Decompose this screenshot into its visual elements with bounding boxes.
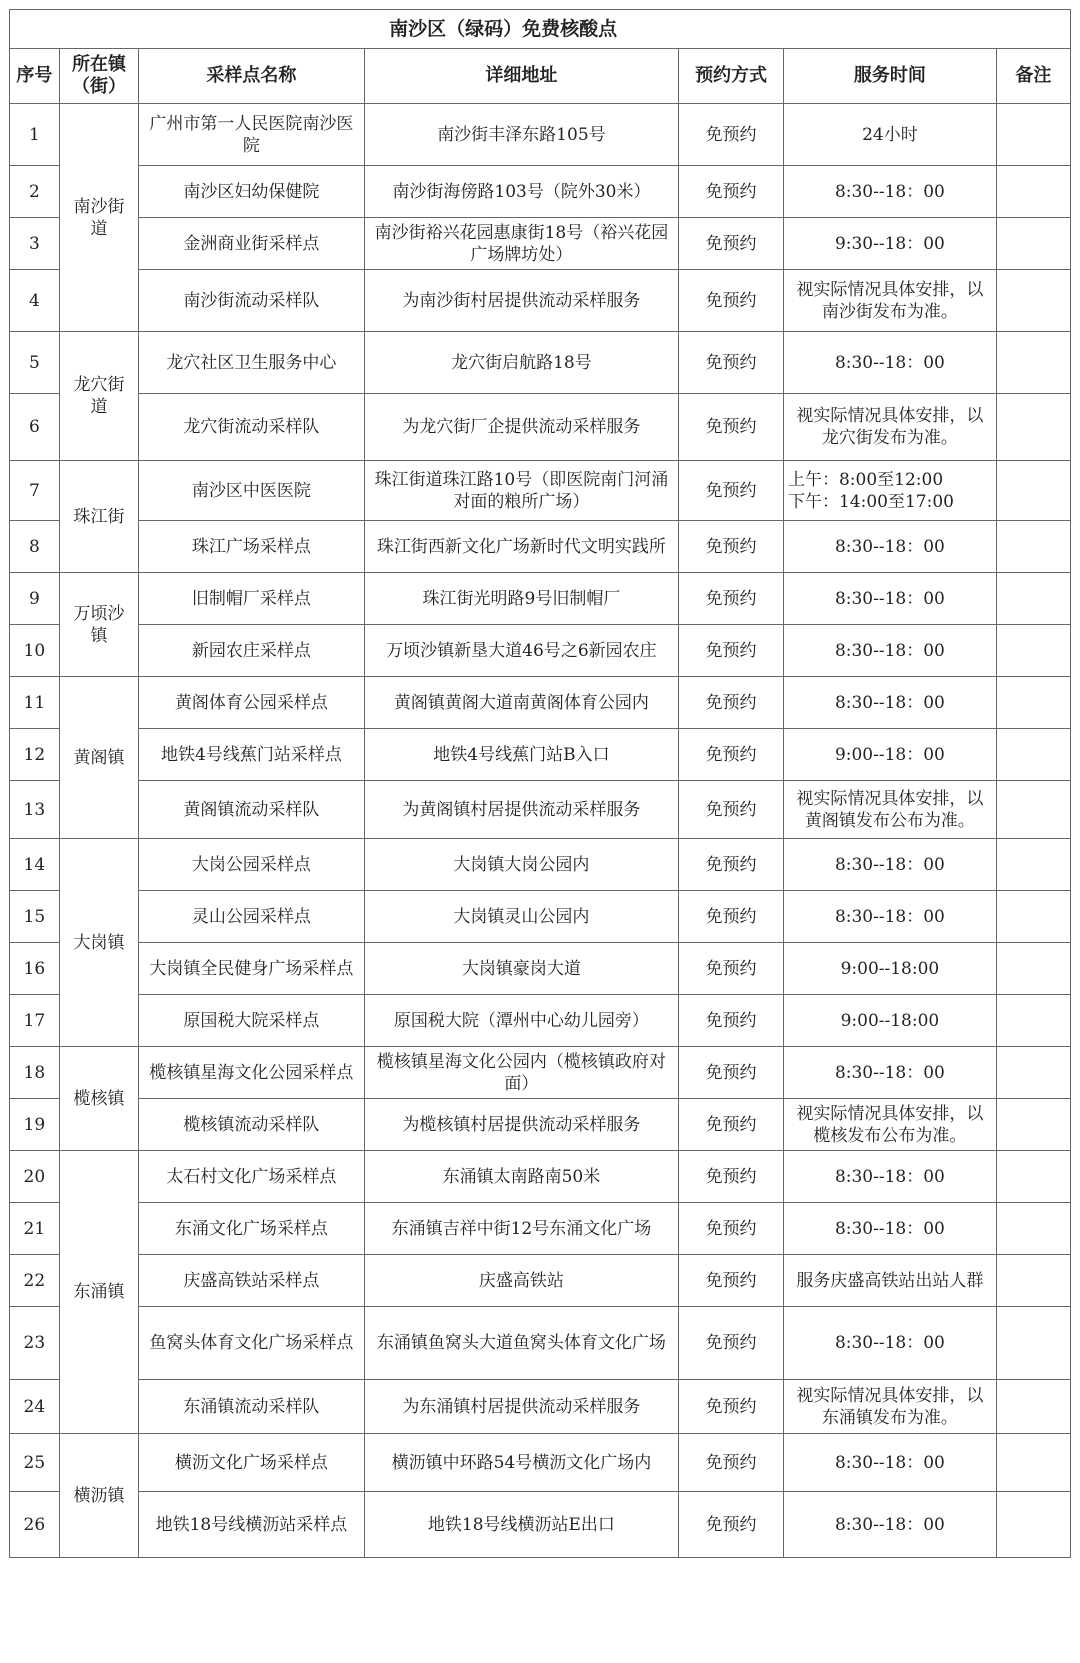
site-name: 广州市第一人民医院南沙医院 [139,104,365,166]
site-name: 原国税大院采样点 [139,995,365,1047]
header-no: 序号 [10,49,60,104]
remark-cell [996,839,1070,891]
row-no: 12 [10,729,60,781]
site-address: 黄阁镇黄阁大道南黄阁体育公园内 [364,677,678,729]
site-address: 东涌镇鱼窝头大道鱼窝头体育文化广场 [364,1307,678,1380]
table-row [10,218,1071,270]
booking-method: 免预约 [679,1380,784,1434]
booking-method: 免预约 [679,1255,784,1307]
table-row [10,521,1071,573]
site-address: 南沙街海傍路103号（院外30米） [364,166,678,218]
row-no: 2 [10,166,60,218]
town-cell: 南沙街道 [59,104,138,332]
service-hours [783,461,996,521]
site-name: 庆盛高铁站采样点 [139,1255,365,1307]
remark-cell [996,166,1070,218]
service-hours: 视实际情况具体安排，以南沙街发布为准。 [783,270,996,332]
site-name: 太石村文化广场采样点 [139,1151,365,1203]
service-hours: 8:30--18：00 [783,1203,996,1255]
remark-cell [996,1492,1070,1558]
remark-cell [996,1380,1070,1434]
site-name: 黄阁体育公园采样点 [139,677,365,729]
site-address: 珠江街道珠江路10号（即医院南门河涌对面的粮所广场） [364,461,678,521]
header-address: 详细地址 [364,49,678,104]
table-row [10,1380,1071,1434]
site-name: 横沥文化广场采样点 [139,1434,365,1492]
table-row [10,677,1071,729]
row-no: 5 [10,332,60,394]
service-hours: 8:30--18：00 [783,1492,996,1558]
booking-method: 免预约 [679,1047,784,1099]
row-no: 16 [10,943,60,995]
table-row [10,1047,1071,1099]
remark-cell [996,943,1070,995]
header-name: 采样点名称 [139,49,365,104]
table-row [10,1434,1071,1492]
service-hours: 8:30--18：00 [783,1307,996,1380]
header-booking: 预约方式 [679,49,784,104]
remark-cell [996,332,1070,394]
title-row [10,10,1071,49]
site-name: 东涌文化广场采样点 [139,1203,365,1255]
remark-cell [996,573,1070,625]
site-name: 榄核镇星海文化公园采样点 [139,1047,365,1099]
remark-cell [996,1047,1070,1099]
booking-method: 免预约 [679,1099,784,1151]
remark-cell [996,995,1070,1047]
remark-cell [996,677,1070,729]
town-cell: 大岗镇 [59,839,138,1047]
row-no: 25 [10,1434,60,1492]
booking-method: 免预约 [679,573,784,625]
row-no: 17 [10,995,60,1047]
site-address: 珠江街光明路9号旧制帽厂 [364,573,678,625]
booking-method: 免预约 [679,166,784,218]
remark-cell [996,1203,1070,1255]
booking-method: 免预约 [679,1203,784,1255]
service-hours: 8:30--18：00 [783,521,996,573]
booking-method: 免预约 [679,218,784,270]
row-no: 3 [10,218,60,270]
remark-cell [996,1151,1070,1203]
site-name: 榄核镇流动采样队 [139,1099,365,1151]
site-address: 原国税大院（潭州中心幼儿园旁） [364,995,678,1047]
test-site-table [9,9,1071,1558]
table-row [10,573,1071,625]
site-address: 东涌镇吉祥中街12号东涌文化广场 [364,1203,678,1255]
site-name: 龙穴街流动采样队 [139,394,365,461]
row-no: 9 [10,573,60,625]
site-name: 地铁18号线横沥站采样点 [139,1492,365,1558]
site-address: 大岗镇豪岗大道 [364,943,678,995]
service-hours: 8:30--18：00 [783,891,996,943]
booking-method: 免预约 [679,729,784,781]
table-row [10,943,1071,995]
remark-cell [996,1434,1070,1492]
table-row [10,729,1071,781]
booking-method: 免预约 [679,625,784,677]
remark-cell [996,625,1070,677]
site-address: 为黄阁镇村居提供流动采样服务 [364,781,678,839]
table-row [10,1099,1071,1151]
table-row [10,166,1071,218]
table-row [10,394,1071,461]
service-hours: 8:30--18：00 [783,839,996,891]
remark-cell [996,1099,1070,1151]
site-name: 灵山公园采样点 [139,891,365,943]
table-row [10,839,1071,891]
table-row [10,1203,1071,1255]
row-no: 18 [10,1047,60,1099]
remark-cell [996,104,1070,166]
town-cell: 龙穴街道 [59,332,138,461]
remark-cell [996,1307,1070,1380]
table-row [10,891,1071,943]
table-row [10,461,1071,521]
service-hours: 9:30--18：00 [783,218,996,270]
booking-method: 免预约 [679,461,784,521]
town-cell: 珠江街 [59,461,138,573]
row-no: 11 [10,677,60,729]
row-no: 21 [10,1203,60,1255]
site-address: 大岗镇灵山公园内 [364,891,678,943]
hours-afternoon: 下午：14:00至17:00 [787,491,954,512]
row-no: 10 [10,625,60,677]
table-row [10,995,1071,1047]
booking-method: 免预约 [679,781,784,839]
town-cell: 横沥镇 [59,1434,138,1558]
booking-method: 免预约 [679,1307,784,1380]
service-hours: 视实际情况具体安排，以黄阁镇发布公布为准。 [783,781,996,839]
remark-cell [996,729,1070,781]
booking-method: 免预约 [679,995,784,1047]
site-address: 地铁18号线横沥站E出口 [364,1492,678,1558]
row-no: 23 [10,1307,60,1380]
town-cell: 榄核镇 [59,1047,138,1151]
booking-method: 免预约 [679,839,784,891]
row-no: 14 [10,839,60,891]
service-hours: 9:00--18：00 [783,729,996,781]
site-name: 大岗公园采样点 [139,839,365,891]
service-hours: 8:30--18：00 [783,677,996,729]
site-address: 为龙穴街厂企提供流动采样服务 [364,394,678,461]
service-hours: 24小时 [783,104,996,166]
table-row [10,1492,1071,1558]
table-row [10,1255,1071,1307]
header-remark: 备注 [996,49,1070,104]
site-name: 地铁4号线蕉门站采样点 [139,729,365,781]
service-hours: 9:00--18:00 [783,943,996,995]
site-name: 珠江广场采样点 [139,521,365,573]
site-address: 万顷沙镇新垦大道46号之6新园农庄 [364,625,678,677]
site-address: 庆盛高铁站 [364,1255,678,1307]
service-hours: 8:30--18：00 [783,625,996,677]
town-cell: 黄阁镇 [59,677,138,839]
remark-cell [996,1255,1070,1307]
service-hours: 8:30--18：00 [783,166,996,218]
site-address: 榄核镇星海文化公园内（榄核镇政府对面） [364,1047,678,1099]
booking-method: 免预约 [679,1492,784,1558]
service-hours: 9:00--18:00 [783,995,996,1047]
site-name: 东涌镇流动采样队 [139,1380,365,1434]
service-hours: 视实际情况具体安排，以龙穴街发布为准。 [783,394,996,461]
title-spare-cell [996,10,1070,49]
site-name: 旧制帽厂采样点 [139,573,365,625]
site-name: 龙穴社区卫生服务中心 [139,332,365,394]
table-row [10,270,1071,332]
site-address: 南沙街裕兴花园惠康街18号（裕兴花园广场牌坊处） [364,218,678,270]
row-no: 20 [10,1151,60,1203]
booking-method: 免预约 [679,677,784,729]
table-row [10,332,1071,394]
row-no: 7 [10,461,60,521]
hours-morning: 上午：8:00至12:00 [787,469,944,490]
service-hours: 8:30--18：00 [783,1047,996,1099]
site-address: 珠江街西新文化广场新时代文明实践所 [364,521,678,573]
service-hours: 8:30--18：00 [783,1151,996,1203]
site-name: 新园农庄采样点 [139,625,365,677]
booking-method: 免预约 [679,332,784,394]
table-row [10,1151,1071,1203]
site-name: 南沙街流动采样队 [139,270,365,332]
header-row [10,49,1071,104]
remark-cell [996,781,1070,839]
service-hours: 8:30--18：00 [783,573,996,625]
header-town: 所在镇（街） [59,49,138,104]
site-name: 黄阁镇流动采样队 [139,781,365,839]
site-address: 为东涌镇村居提供流动采样服务 [364,1380,678,1434]
remark-cell [996,270,1070,332]
site-name: 金洲商业街采样点 [139,218,365,270]
site-name: 南沙区中医医院 [139,461,365,521]
site-address: 东涌镇太南路南50米 [364,1151,678,1203]
booking-method: 免预约 [679,521,784,573]
booking-method: 免预约 [679,270,784,332]
site-name: 鱼窝头体育文化广场采样点 [139,1307,365,1380]
row-no: 8 [10,521,60,573]
site-name: 南沙区妇幼保健院 [139,166,365,218]
remark-cell [996,461,1070,521]
site-address: 龙穴街启航路18号 [364,332,678,394]
site-address: 为榄核镇村居提供流动采样服务 [364,1099,678,1151]
remark-cell [996,218,1070,270]
town-cell: 万顷沙镇 [59,573,138,677]
service-hours: 视实际情况具体安排，以东涌镇发布为准。 [783,1380,996,1434]
remark-cell [996,521,1070,573]
row-no: 4 [10,270,60,332]
row-no: 26 [10,1492,60,1558]
table-row [10,1307,1071,1380]
booking-method: 免预约 [679,394,784,461]
row-no: 19 [10,1099,60,1151]
site-address: 大岗镇大岗公园内 [364,839,678,891]
row-no: 15 [10,891,60,943]
booking-method: 免预约 [679,943,784,995]
row-no: 22 [10,1255,60,1307]
booking-method: 免预约 [679,1151,784,1203]
table-row [10,625,1071,677]
header-hours: 服务时间 [783,49,996,104]
booking-method: 免预约 [679,104,784,166]
table-row [10,781,1071,839]
remark-cell [996,891,1070,943]
site-name: 大岗镇全民健身广场采样点 [139,943,365,995]
row-no: 6 [10,394,60,461]
site-address: 地铁4号线蕉门站B入口 [364,729,678,781]
row-no: 1 [10,104,60,166]
service-hours: 视实际情况具体安排，以榄核发布公布为准。 [783,1099,996,1151]
remark-cell [996,394,1070,461]
site-address: 为南沙街村居提供流动采样服务 [364,270,678,332]
site-address: 横沥镇中环路54号横沥文化广场内 [364,1434,678,1492]
service-hours: 服务庆盛高铁站出站人群 [783,1255,996,1307]
sheet [9,9,1071,1558]
service-hours: 8:30--18：00 [783,332,996,394]
town-cell: 东涌镇 [59,1151,138,1434]
row-no: 24 [10,1380,60,1434]
booking-method: 免预约 [679,891,784,943]
row-no: 13 [10,781,60,839]
booking-method: 免预约 [679,1434,784,1492]
table-row [10,104,1071,166]
service-hours: 8:30--18：00 [783,1434,996,1492]
table-title: 南沙区（绿码）免费核酸点 [10,10,997,49]
site-address: 南沙街丰泽东路105号 [364,104,678,166]
